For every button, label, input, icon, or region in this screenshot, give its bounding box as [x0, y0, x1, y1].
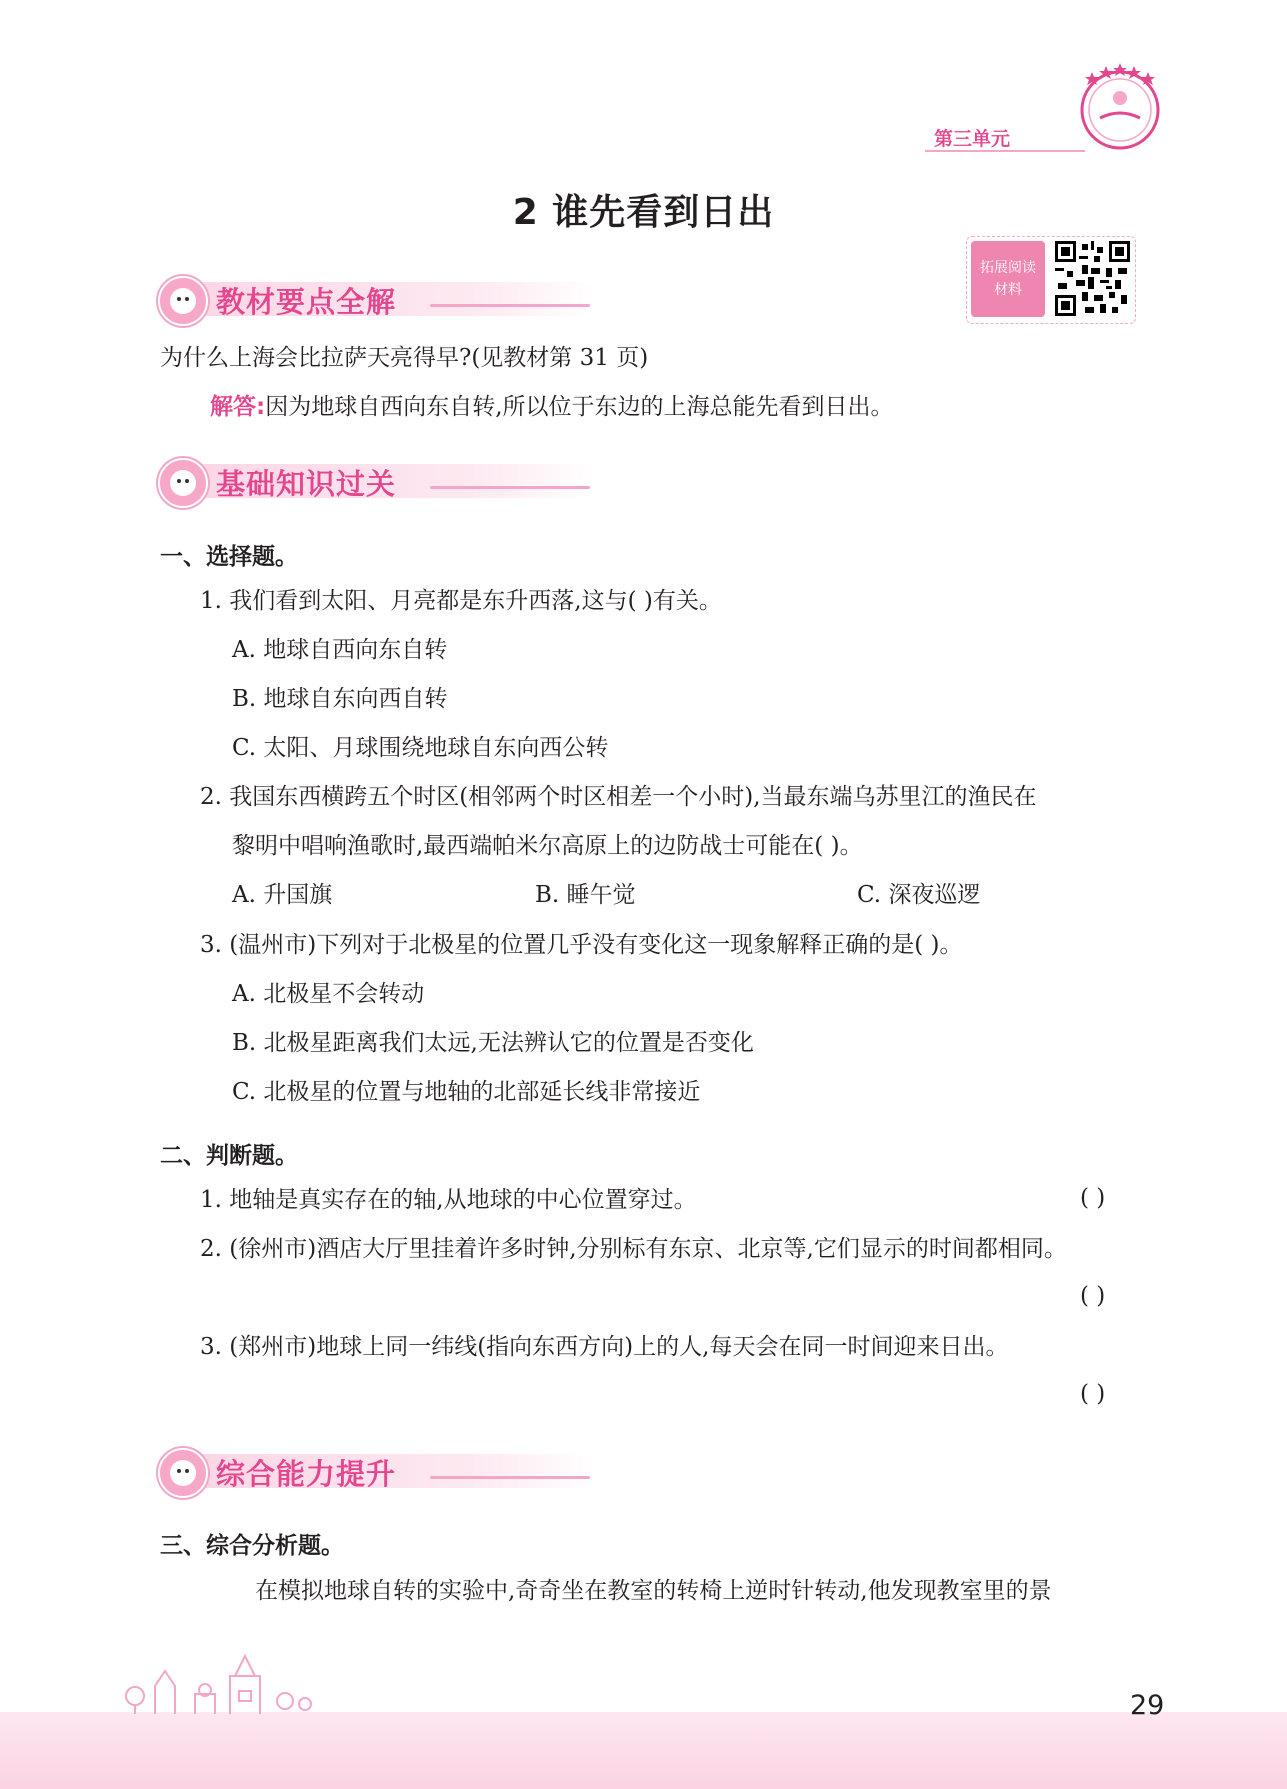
publisher-logo-icon: [1072, 58, 1168, 154]
section-banner-comprehensive: [158, 1448, 598, 1494]
mascot-icon: [158, 458, 208, 508]
choice-q1-option-c[interactable]: C. 太阳、月球围绕地球自东向西公转: [232, 735, 609, 761]
castle-decoration-icon: [120, 1646, 340, 1716]
judge-q2-answer-blank[interactable]: ( ): [1080, 1283, 1106, 1309]
mascot-icon: [158, 1448, 208, 1498]
analysis-text: 在模拟地球自转的实验中,奇奇坐在教室的转椅上逆时针转动,他发现教室里的景: [255, 1578, 1052, 1604]
unit-underline: [925, 150, 1085, 152]
choice-q1-option-b[interactable]: B. 地球自东向西自转: [232, 686, 448, 712]
choice-q3-option-a[interactable]: A. 北极星不会转动: [232, 981, 425, 1007]
key-point-question: 为什么上海会比拉萨天亮得早?(见教材第 31 页): [160, 345, 649, 371]
section-banner-basic: [158, 458, 598, 504]
qr-code-icon[interactable]: [1055, 241, 1130, 316]
choice-q2-option-a[interactable]: A. 升国旗: [232, 882, 333, 908]
choice-q3-option-c[interactable]: C. 北极星的位置与地轴的北部延长线非常接近: [232, 1079, 701, 1105]
key-point-answer: [210, 392, 894, 422]
qr-label: [971, 241, 1045, 317]
page-title: 2 谁先看到日出: [512, 192, 775, 233]
answer-label: 解答:: [210, 394, 266, 420]
choice-q2-option-b[interactable]: B. 睡午觉: [535, 882, 636, 908]
choice-q3-stem: 3. (温州市)下列对于北极星的位置几乎没有变化这一现象解释正确的是( )。: [200, 932, 963, 958]
qr-label-line2: 材料: [994, 282, 1022, 298]
choice-q1-option-a[interactable]: A. 地球自西向东自转: [232, 637, 448, 663]
section-title: 基础知识过关: [216, 467, 397, 501]
judge-q2: 2. (徐州市)酒店大厅里挂着许多时钟,分别标有东京、北京等,它们显示的时间都相同。: [200, 1236, 1067, 1262]
unit-label: 第三单元: [934, 128, 1011, 150]
choice-q1-stem: 1. 我们看到太阳、月亮都是东升西落,这与( )有关。: [200, 588, 722, 614]
footer-band: [0, 1712, 1287, 1789]
judge-q3-answer-blank[interactable]: ( ): [1080, 1381, 1106, 1407]
page-number: 29: [1130, 1690, 1165, 1721]
mascot-icon: [158, 276, 208, 326]
judge-q3: 3. (郑州市)地球上同一纬线(指向东西方向)上的人,每天会在同一时间迎来日出。: [200, 1334, 1009, 1360]
part3-heading: 三、综合分析题。: [160, 1533, 344, 1559]
section-title: 教材要点全解: [216, 285, 397, 319]
part2-heading: 二、判断题。: [160, 1143, 298, 1169]
judge-q1: 1. 地轴是真实存在的轴,从地球的中心位置穿过。: [200, 1187, 697, 1213]
choice-q2-option-c[interactable]: C. 深夜巡逻: [857, 882, 981, 908]
answer-text: 因为地球自西向东自转,所以位于东边的上海总能先看到日出。: [265, 394, 894, 420]
choice-q3-option-b[interactable]: B. 北极星距离我们太远,无法辨认它的位置是否变化: [232, 1030, 754, 1056]
section-title: 综合能力提升: [216, 1457, 397, 1491]
judge-q1-answer-blank[interactable]: ( ): [1080, 1185, 1106, 1211]
part1-heading: 一、选择题。: [160, 544, 298, 570]
choice-q2-stem-line1: 2. 我国东西横跨五个时区(相邻两个时区相差一个小时),当最东端乌苏里江的渔民在: [200, 784, 1037, 810]
section-banner-key-points: [158, 276, 598, 322]
choice-q2-stem-line2: 黎明中唱响渔歌时,最西端帕米尔高原上的边防战士可能在( )。: [232, 833, 863, 859]
qr-label-line1: 拓展阅读: [980, 260, 1036, 276]
